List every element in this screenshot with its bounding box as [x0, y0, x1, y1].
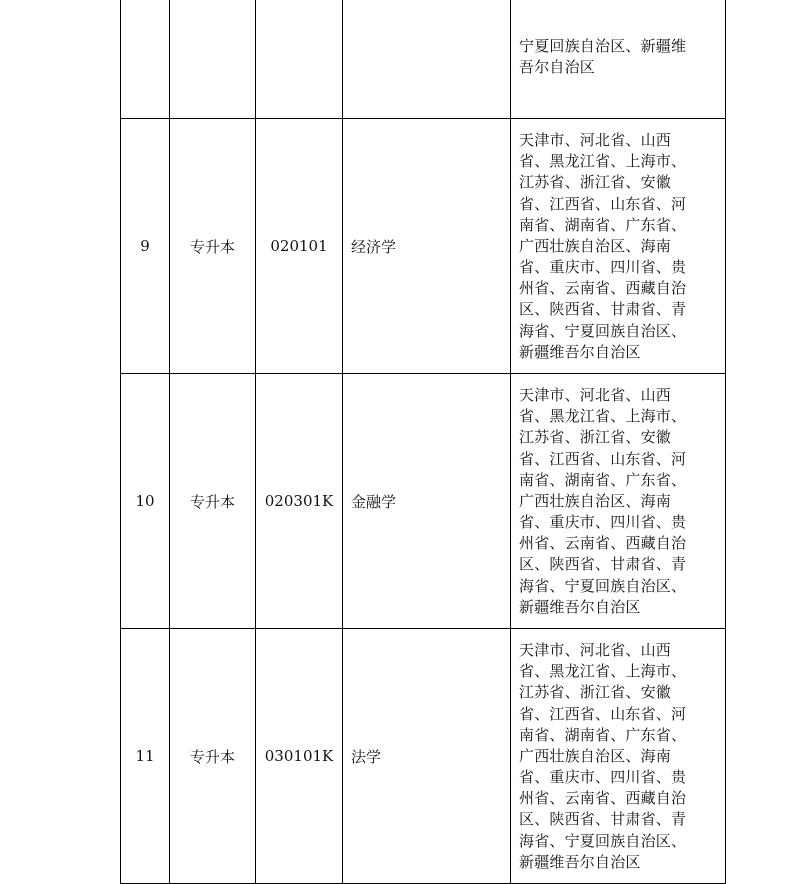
cell-regions	[511, 374, 726, 629]
regions-text: 天津市、河北省、山西省、黑龙江省、上海市、江苏省、浙江省、安徽省、江西省、山东省、河南省、湖南省、广东省、广西壮族自治区、海南省、重庆市、四川省、贵州省、云南省、西藏自治区、陕西省、甘肃省、青海省、宁夏回族自治区、新疆维吾尔自治区	[519, 131, 687, 361]
enrollment-table	[120, 0, 726, 884]
cell-number: 9	[121, 119, 170, 374]
cell-major-code	[256, 0, 343, 119]
table-row	[121, 119, 726, 374]
cell-major-name: 金融学	[343, 374, 511, 629]
cell-level: 专升本	[170, 629, 256, 884]
cell-regions	[511, 0, 726, 119]
table-row	[121, 629, 726, 884]
cell-level: 专升本	[170, 119, 256, 374]
table-row	[121, 0, 726, 119]
cell-major-name: 法学	[343, 629, 511, 884]
cell-major-code: 030101K	[256, 629, 343, 884]
cell-regions	[511, 629, 726, 884]
regions-text: 天津市、河北省、山西省、黑龙江省、上海市、江苏省、浙江省、安徽省、江西省、山东省、河南省、湖南省、广东省、广西壮族自治区、海南省、重庆市、四川省、贵州省、云南省、西藏自治区、陕西省、甘肃省、青海省、宁夏回族自治区、新疆维吾尔自治区	[519, 641, 687, 871]
table-row	[121, 374, 726, 629]
regions-text: 宁夏回族自治区、新疆维吾尔自治区	[519, 36, 687, 76]
cell-number: 11	[121, 629, 170, 884]
cell-regions	[511, 119, 726, 374]
regions-text: 天津市、河北省、山西省、黑龙江省、上海市、江苏省、浙江省、安徽省、江西省、山东省、河南省、湖南省、广东省、广西壮族自治区、海南省、重庆市、四川省、贵州省、云南省、西藏自治区、陕西省、甘肃省、青海省、宁夏回族自治区、新疆维吾尔自治区	[519, 386, 687, 616]
cell-major-name	[343, 0, 511, 119]
cell-level	[170, 0, 256, 119]
cell-major-code: 020301K	[256, 374, 343, 629]
cell-number: 10	[121, 374, 170, 629]
cell-major-name: 经济学	[343, 119, 511, 374]
cell-major-code: 020101	[256, 119, 343, 374]
table-body	[121, 0, 726, 884]
cell-level: 专升本	[170, 374, 256, 629]
cell-number	[121, 0, 170, 119]
